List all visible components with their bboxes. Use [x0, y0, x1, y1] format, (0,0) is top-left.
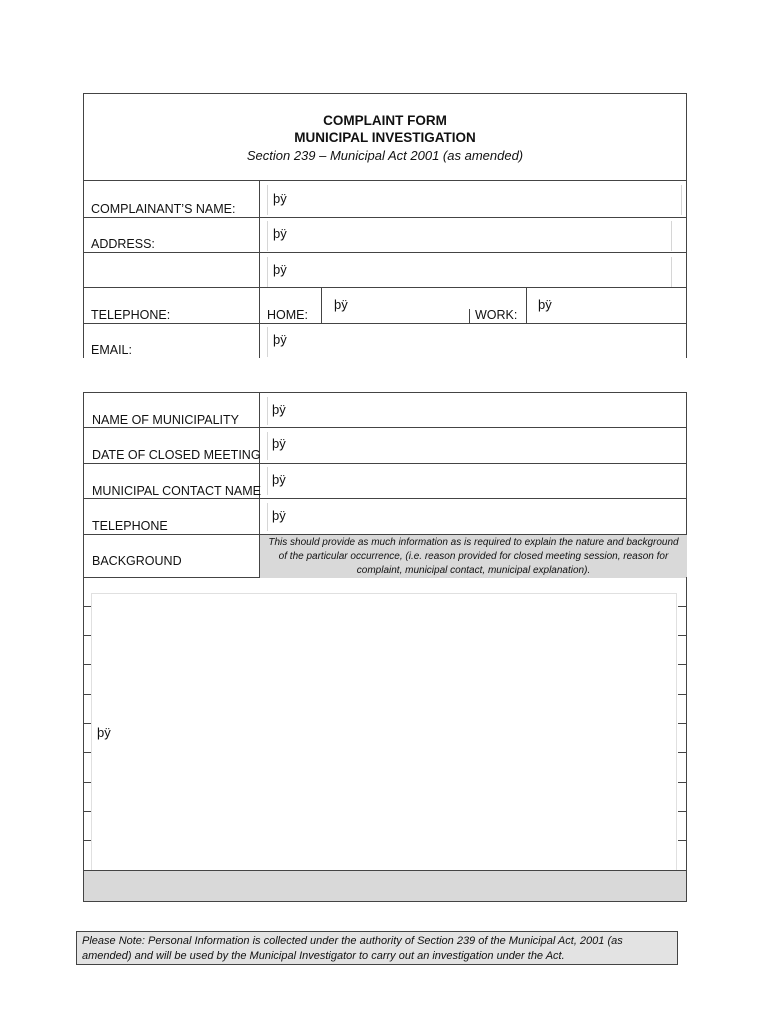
background-text-field[interactable] [91, 593, 677, 871]
home-phone-label: HOME: [267, 308, 308, 322]
address-label: ADDRESS: [91, 237, 155, 251]
background-text-value: þÿ [97, 725, 111, 740]
municipal-telephone-label: TELEPHONE [92, 519, 168, 533]
form-header [83, 93, 687, 181]
privacy-note [76, 931, 678, 965]
form-subtitle: MUNICIPAL INVESTIGATION [294, 130, 476, 145]
address-field-line1[interactable]: þÿ [273, 226, 287, 241]
work-phone-field[interactable]: þÿ [538, 297, 552, 312]
home-phone-field[interactable]: þÿ [334, 297, 348, 312]
complainant-name-field[interactable]: þÿ [273, 191, 287, 206]
contact-name-field[interactable]: þÿ [272, 472, 286, 487]
address-field-line2[interactable]: þÿ [273, 262, 287, 277]
complainant-section [83, 181, 687, 358]
municipal-telephone-field[interactable]: þÿ [272, 508, 286, 523]
background-footer-band [84, 870, 686, 901]
background-area [83, 577, 687, 902]
act-reference: Section 239 – Municipal Act 2001 (as amended) [246, 148, 524, 163]
complainant-name-label: COMPLAINANT’S NAME: [91, 202, 236, 216]
municipality-name-field[interactable]: þÿ [272, 402, 286, 417]
work-phone-label: WORK: [475, 308, 518, 322]
contact-name-label: MUNICIPAL CONTACT NAME [92, 484, 261, 498]
meeting-date-label: DATE OF CLOSED MEETING [92, 448, 261, 462]
privacy-note-text: Please Note: Personal Information is collected under the authority of Section 239 of the Municipal Act, 2001 (as amended) and will be used by the Municipal Investigator to carry out an investigation under the Act. [82, 935, 623, 962]
meeting-date-field[interactable]: þÿ [272, 436, 286, 451]
telephone-label: TELEPHONE: [91, 308, 171, 322]
form-title: COMPLAINT FORM [323, 113, 447, 128]
email-field[interactable]: þÿ [273, 332, 287, 347]
municipality-name-label: NAME OF MUNICIPALITY [92, 413, 240, 427]
background-hint: This should provide as much information as is required to explain the nature and background of the particular occurrence, (i.e. reason provided for closed meeting session, reason for complaint, municipal contact, municipal explanation). [260, 535, 687, 578]
email-label: EMAIL: [91, 343, 132, 357]
background-label: BACKGROUND [92, 554, 182, 568]
municipality-section [83, 392, 687, 578]
